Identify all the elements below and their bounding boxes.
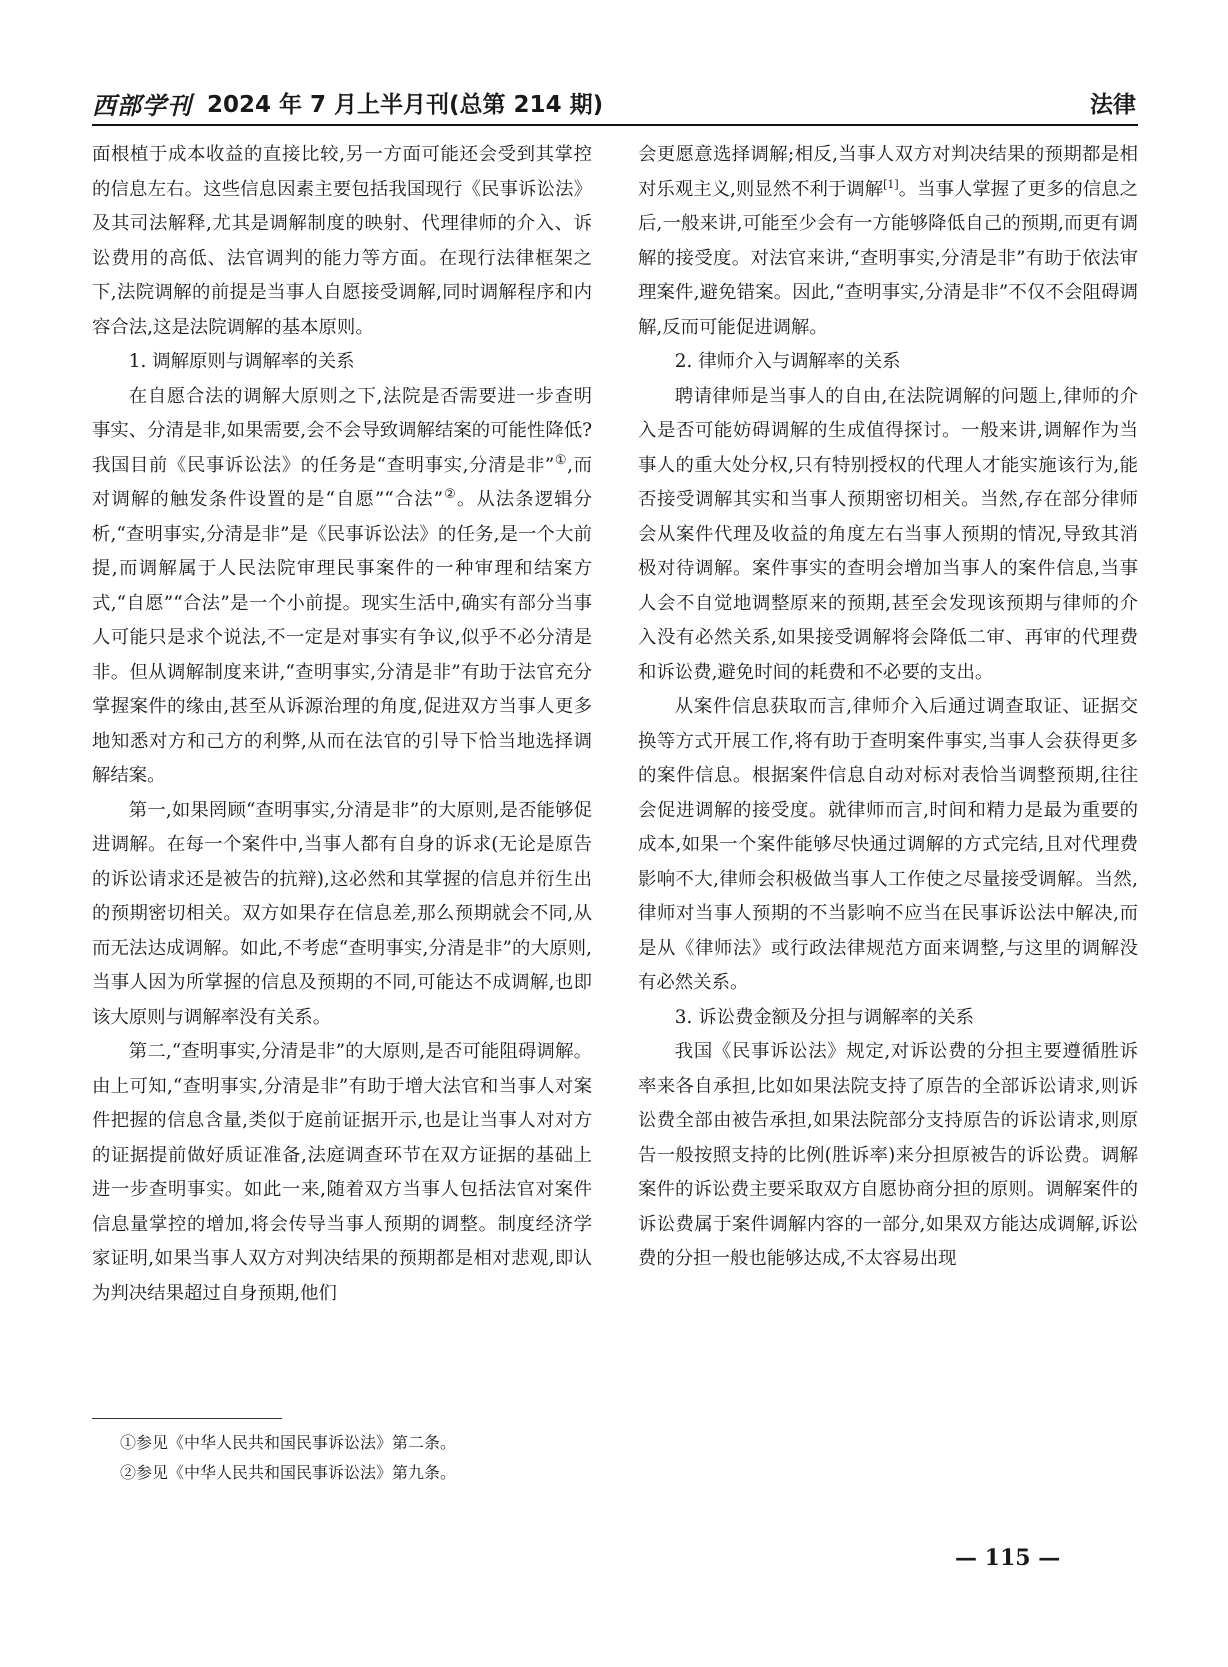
paragraph — [92, 380, 592, 794]
right-column — [638, 138, 1138, 1277]
paragraph: 从案件信息获取而言,律师介入后通过调查取证、证据交换等方式开展工作,将有助于查明案件事实,当事人会获得更多的案件信息。根据案件信息自动对标对表恰当调整预期,往往会促进调解的接受度。就律师而言,时间和精力是最为重要的成本,如果一个案件能够尽快通过调解的方式完结,且对代理费影响不大,律师会积极做当事人工作使之尽量接受调解。当然,律师对当事人预期的不当影响不应当在民事诉讼法中解决,而是从《律师法》或行政法律规范方面来调整,与这里的调解没有必然关系。 — [638, 696, 1138, 993]
reference-marker[interactable]: [1] — [883, 177, 899, 191]
paragraph-text: 在自愿合法的调解大原则之下,法院是否需要进一步查明事实、分清是非,如果需要,会不会导致调解结案的可能性降低?我国目前《民事诉讼法》的任务是“查明事实,分清是非” — [92, 385, 592, 476]
paragraph: 面根植于成本收益的直接比较,另一方面可能还会受到其掌控的信息左右。这些信息因素主要包括我国现行《民事诉讼法》及其司法解释,尤其是调解制度的映射、代理律师的介入、诉讼费用的高低、法官调判的能力等方面。在现行法律框架之下,法院调解的前提是当事人自愿接受调解,同时调解程序和内容合法,这是法院调解的基本原则。 — [92, 144, 592, 338]
footnote-divider — [92, 1418, 282, 1419]
paragraph-text: 会更愿意选择调解;相反,当事人双方对判决结果的预期都是相对乐观主义,则显然不利于调解 — [638, 144, 1138, 200]
journal-logo: 西部学刊 — [92, 91, 192, 120]
paragraph: 聘请律师是当事人的自由,在法院调解的问题上,律师的介入是否可能妨碍调解的生成值得探讨。一般来讲,调解作为当事人的重大处分权,只有特别授权的代理人才能实施该行为,能否接受调解其实和当事人预期密切相关。当然,存在部分律师会从案件代理及收益的角度左右当事人预期的情况,导致其消极对待调解。案件事实的查明会增加当事人的案件信息,当事人会不自觉地调整原来的预期,甚至会发现该预期与律师的介入没有必然关系,如果接受调解将会降低二审、再审的代理费和诉讼费,避免时间的耗费和不必要的支出。 — [638, 385, 1138, 683]
section-heading-2: 2. 律师介入与调解率的关系 — [674, 351, 901, 372]
section-heading-1: 1. 调解原则与调解率的关系 — [128, 351, 355, 372]
paragraph-text: 。从法条逻辑分析,“查明事实,分清是非”是《民事诉讼法》的任务,是一个大前提,而调解属于人民法院审理民事案件的一种审理和结案方式,“自愿”“合法”是一个小前提。现实生活中,确实有部分当事人可能只是求个说法,不一定是对事实有争议,似乎不必分清是非。但从调解制度来讲,“查明事实,分清是非”有助于法官充分掌握案件的缘由,甚至从诉源治理的角度,促进双方当事人更多地知悉对方和己方的利弊,从而在法官的引导下恰当地选择调解结案。 — [92, 489, 592, 786]
section-heading-3: 3. 诉讼费金额及分担与调解率的关系 — [674, 1006, 975, 1028]
left-column — [92, 138, 592, 1311]
running-header — [92, 84, 1138, 126]
footnote-2: ②参见《中华人民共和国民事诉讼法》第九条。 — [120, 1463, 457, 1482]
paragraph — [638, 138, 1138, 345]
paragraph: 我国《民事诉讼法》规定,对诉讼费的分担主要遵循胜诉率来各自承担,比如如果法院支持了原告的全部诉讼请求,则诉讼费全部由被告承担,如果法院部分支持原告的诉讼请求,则原告一般按照支持的比例(胜诉率)来分担原被告的诉讼费。调解案件的诉讼费主要采取双方自愿协商分担的原则。调解案件的诉讼费属于案件调解内容的一部分,如果双方能达成调解,诉讼费的分担一般也能够达成,不太容易出现 — [638, 1041, 1138, 1269]
page-number: — 115 — — [955, 1545, 1061, 1571]
paragraph-text: 。当事人掌握了更多的信息之后,一般来讲,可能至少会有一方能够降低自己的预期,而更有调解的接受度。对法官来讲,“查明事实,分清是非”有助于依法审理案件,避免错案。因此,“查明事实,分清是非”不仅不会阻碍调解,反而可能促进调解。 — [638, 178, 1138, 338]
issue-info: 2024 年 7 月上半月刊(总第 214 期) — [207, 92, 604, 118]
footnotes — [120, 1428, 456, 1488]
footnote-marker[interactable]: ① — [554, 452, 568, 468]
section-label: 法律 — [1090, 92, 1136, 118]
paragraph: 第一,如果罔顾“查明事实,分清是非”的大原则,是否能够促进调解。在每一个案件中,当事人都有自身的诉求(无论是原告的诉讼请求还是被告的抗辩),这必然和其掌握的信息并衍生出的预期密切相关。双方如果存在信息差,那么预期就会不同,从而无法达成调解。如此,不考虑“查明事实,分清是非”的大原则,当事人因为所掌握的信息及预期的不同,可能达不成调解,也即该大原则与调解率没有关系。 — [92, 799, 592, 1028]
paragraph: 第二,“查明事实,分清是非”的大原则,是否可能阻碍调解。由上可知,“查明事实,分清是非”有助于增大法官和当事人对案件把握的信息含量,类似于庭前证据开示,也是让当事人对对方的证据提前做好质证准备,法庭调查环节在双方证据的基础上进一步查明事实。如此一来,随着双方当事人包括法官对案件信息量掌控的增加,将会传导当事人预期的调整。制度经济学家证明,如果当事人双方对判决结果的预期都是相对悲观,即认为判决结果超过自身预期,他们 — [92, 1041, 592, 1304]
paragraph-text: ,而对调解的触发条件设置的是“自愿”“合法” — [92, 454, 592, 510]
footnote-marker[interactable]: ② — [443, 486, 457, 502]
footnote-1: ①参见《中华人民共和国民事诉讼法》第二条。 — [120, 1433, 457, 1452]
